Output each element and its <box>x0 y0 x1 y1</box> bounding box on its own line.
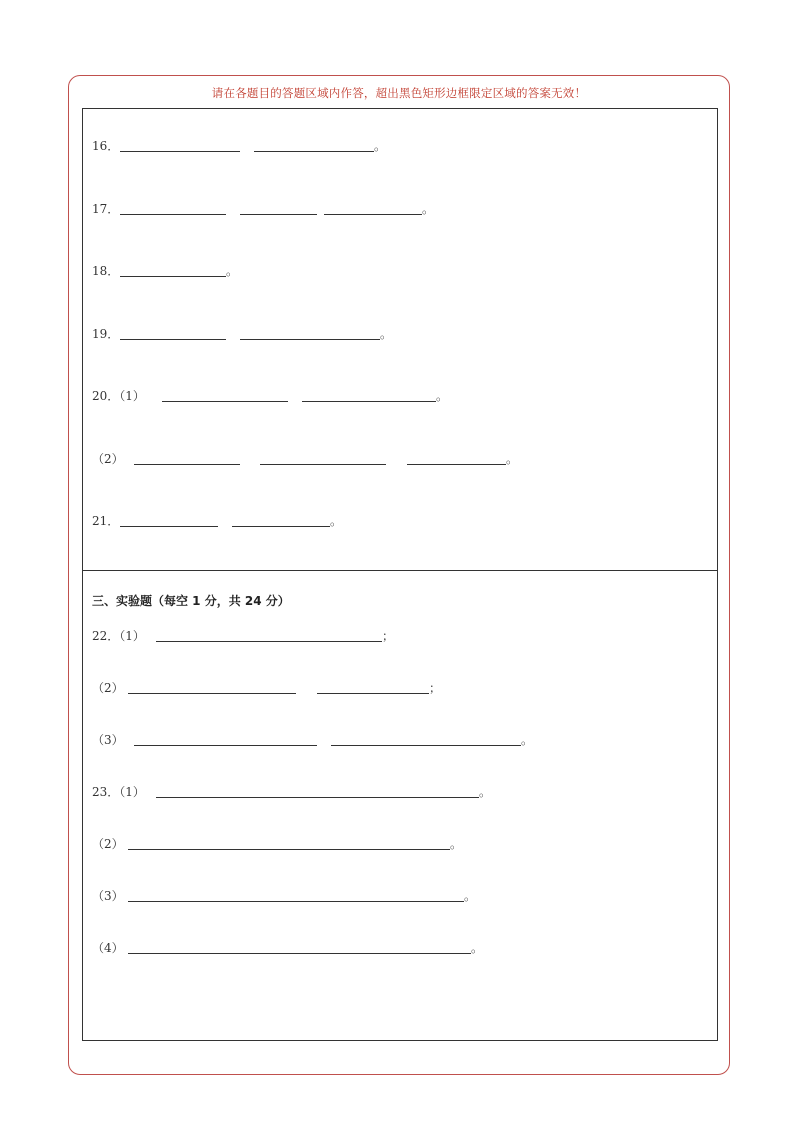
answer-blank[interactable] <box>120 339 226 340</box>
question-18-label: 18． <box>92 264 120 278</box>
question-16-label: 16． <box>92 139 120 153</box>
question-22-sub3-label: （3） <box>92 733 124 747</box>
answer-blank[interactable] <box>156 797 479 798</box>
period: 。 <box>506 452 519 466</box>
question-23-part-4 <box>92 941 502 957</box>
question-23-part-2 <box>92 837 472 853</box>
answer-blank[interactable] <box>120 214 226 215</box>
answer-blank[interactable] <box>317 693 429 694</box>
answer-blank[interactable] <box>254 151 374 152</box>
question-23-part-3 <box>92 889 492 905</box>
question-20-label: 20．（1） <box>92 389 145 403</box>
answer-blank[interactable] <box>407 464 506 465</box>
question-19-label: 19． <box>92 327 120 341</box>
question-23-label: 23．（1） <box>92 785 145 799</box>
period: 。 <box>479 785 492 799</box>
answer-blank[interactable] <box>156 641 382 642</box>
question-19 <box>92 327 402 343</box>
answer-blank[interactable] <box>302 401 436 402</box>
answer-blank[interactable] <box>128 849 450 850</box>
period: 。 <box>226 264 239 278</box>
question-22-sub2-label: （2） <box>92 681 124 695</box>
period: 。 <box>464 889 477 903</box>
answer-blank[interactable] <box>120 151 240 152</box>
question-22-part-2 <box>92 681 452 697</box>
period: 。 <box>422 202 435 216</box>
question-21-label: 21． <box>92 514 120 528</box>
section-3-title: 三、实验题（每空 1 分，共 24 分） <box>92 594 290 608</box>
answer-blank[interactable] <box>128 901 464 902</box>
semicolon: ； <box>429 681 442 695</box>
question-16 <box>92 139 392 155</box>
question-23-sub2-label: （2） <box>92 837 124 851</box>
question-17-label: 17． <box>92 202 120 216</box>
answer-blank[interactable] <box>134 745 317 746</box>
period: 。 <box>374 139 387 153</box>
question-23-sub4-label: （4） <box>92 941 124 955</box>
question-22-label: 22．（1） <box>92 629 145 643</box>
period: 。 <box>436 389 449 403</box>
question-23-part-1 <box>92 785 502 801</box>
answer-blank[interactable] <box>324 214 422 215</box>
question-23-sub3-label: （3） <box>92 889 124 903</box>
answer-blank[interactable] <box>128 953 471 954</box>
answer-blank[interactable] <box>331 745 521 746</box>
semicolon: ； <box>382 629 395 643</box>
answer-blank[interactable] <box>232 526 330 527</box>
period: 。 <box>450 837 463 851</box>
question-20-sub2-label: （2） <box>92 452 124 466</box>
answer-blank[interactable] <box>120 526 218 527</box>
question-20-part-1 <box>92 389 462 405</box>
period: 。 <box>471 941 484 955</box>
answer-blank[interactable] <box>260 464 386 465</box>
question-17 <box>92 202 442 218</box>
period: 。 <box>521 733 534 747</box>
answer-blank[interactable] <box>134 464 240 465</box>
answer-blank[interactable] <box>128 693 296 694</box>
period: 。 <box>380 327 393 341</box>
answer-area-notice: 请在各题目的答题区域内作答，超出黑色矩形边框限定区域的答案无效！ <box>211 86 587 100</box>
answer-blank[interactable] <box>162 401 288 402</box>
question-18 <box>92 264 252 280</box>
question-22-part-3 <box>92 733 542 749</box>
answer-blank[interactable] <box>240 339 380 340</box>
question-22-part-1 <box>92 629 412 645</box>
question-21 <box>92 514 362 530</box>
question-20-part-2 <box>92 452 532 468</box>
answer-blank[interactable] <box>240 214 317 215</box>
period: 。 <box>330 514 343 528</box>
answer-blank[interactable] <box>120 276 226 277</box>
